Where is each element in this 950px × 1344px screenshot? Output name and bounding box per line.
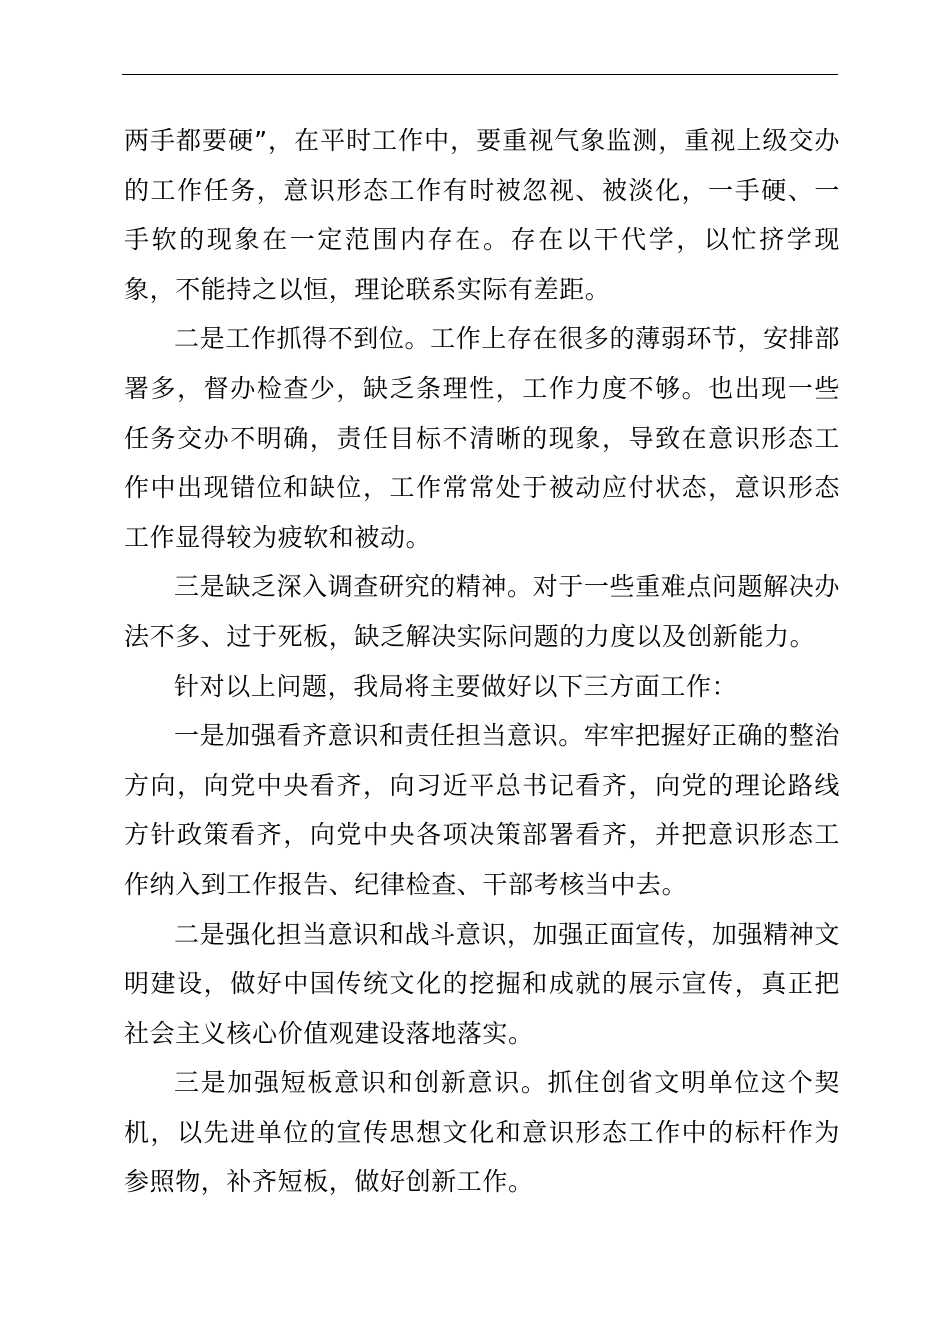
- paragraph-measure-1: 一是加强看齐意识和责任担当意识。牢牢把握好正确的整治方向，向党中央看齐，向习近平总书记看齐，向党的理论路线方针政策看齐，向党中央各项决策部署看齐，并把意识形态工作纳入到工作报告、纪律检查、干部考核当中去。: [124, 721, 840, 899]
- paragraph-problem-3: 三是缺乏深入调查研究的精神。对于一些重难点问题解决办法不多、过于死板，缺乏解决实际问题的力度以及创新能力。: [124, 572, 840, 651]
- document-body: [124, 116, 840, 1207]
- paragraph-problem-2: 二是工作抓得不到位。工作上存在很多的薄弱环节，安排部署多，督办检查少，缺乏条理性，工作力度不够。也出现一些任务交办不明确，责任目标不清晰的现象，导致在意识形态工作中出现错位和缺位，工作常常处于被动应付状态，意识形态工作显得较为疲软和被动。: [124, 324, 840, 552]
- paragraph-transition: 针对以上问题，我局将主要做好以下三方面工作：: [174, 671, 738, 701]
- paragraph-measure-2: 二是强化担当意识和战斗意识，加强正面宣传，加强精神文明建设，做好中国传统文化的挖掘和成就的展示宣传，真正把社会主义核心价值观建设落地落实。: [124, 919, 840, 1048]
- paragraph-continuation: 两手都要硬”，在平时工作中，要重视气象监测，重视上级交办的工作任务，意识形态工作有时被忽视、被淡化，一手硬、一手软的现象在一定范围内存在。存在以干代学，以忙挤学现象，不能持之以恒，理论联系实际有差距。: [124, 126, 840, 304]
- paragraph-measure-3: 三是加强短板意识和创新意识。抓住创省文明单位这个契机，以先进单位的宣传思想文化和意识形态工作中的标杆作为参照物，补齐短板，做好创新工作。: [124, 1068, 840, 1197]
- header-rule: [122, 74, 838, 75]
